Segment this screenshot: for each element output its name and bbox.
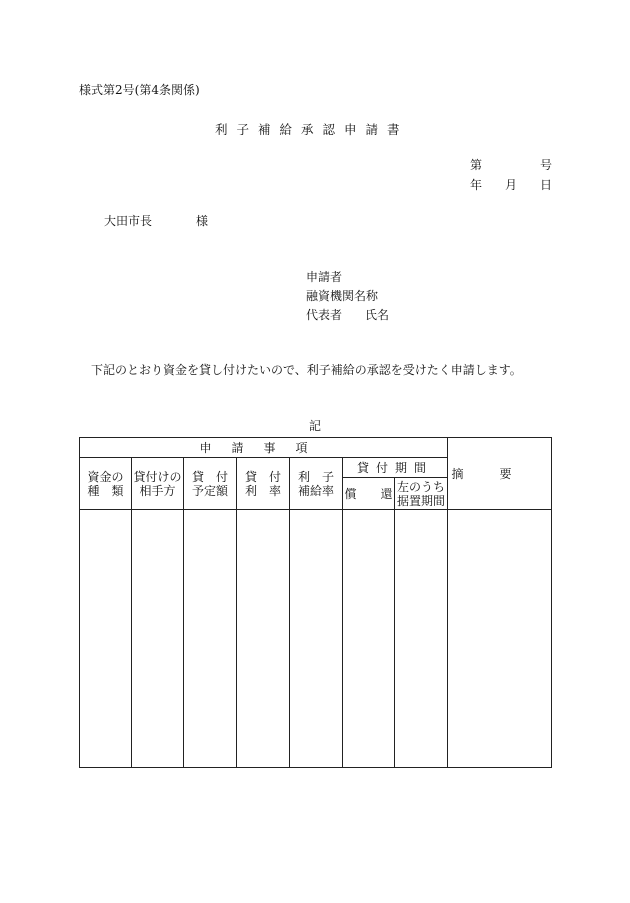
document-title: 利子補給承認申請書	[215, 122, 409, 137]
application-statement: 下記のとおり資金を貸し付けたいので、利子補給の承認を受けたく申請します。	[91, 363, 522, 377]
entry-borrower[interactable]	[132, 510, 184, 768]
entry-repayment[interactable]	[343, 510, 395, 768]
col-borrower: 貸付けの 相手方	[132, 458, 184, 510]
addressee-honorific: 様	[196, 214, 209, 228]
date-month: 月	[505, 178, 518, 192]
col-fund-type: 資金の 種 類	[80, 458, 132, 510]
date-day: 日	[540, 178, 553, 192]
number-suffix: 号	[540, 158, 553, 172]
number-prefix: 第	[470, 158, 483, 172]
entry-loan-rate[interactable]	[237, 510, 290, 768]
header-loan-period: 貸付期間	[343, 458, 448, 478]
col-subsidy-rate: 利 子 補給率	[290, 458, 343, 510]
applicant-label: 申請者	[306, 270, 343, 284]
entry-subsidy-rate[interactable]	[290, 510, 343, 768]
entry-fund-type[interactable]	[80, 510, 132, 768]
institution-label: 融資機関名称	[306, 289, 379, 303]
header-application-items: 申請事項	[80, 438, 448, 458]
entry-planned-amount[interactable]	[184, 510, 237, 768]
name-label: 氏名	[365, 308, 390, 322]
application-table	[79, 437, 552, 768]
representative-label: 代表者	[306, 308, 343, 322]
addressee-name: 大田市長	[104, 214, 153, 228]
ki-heading: 記	[309, 419, 322, 433]
col-grace-period: 左のうち 据置期間	[395, 478, 448, 510]
entry-remarks[interactable]	[448, 510, 552, 768]
col-loan-rate: 貸 付 利 率	[237, 458, 290, 510]
col-planned-amount: 貸 付 予定額	[184, 458, 237, 510]
entry-grace-period[interactable]	[395, 510, 448, 768]
header-remarks: 摘要	[448, 438, 552, 510]
col-repayment: 償 還	[343, 478, 395, 510]
date-year: 年	[470, 178, 483, 192]
form-number: 様式第2号(第4条関係)	[79, 83, 200, 97]
